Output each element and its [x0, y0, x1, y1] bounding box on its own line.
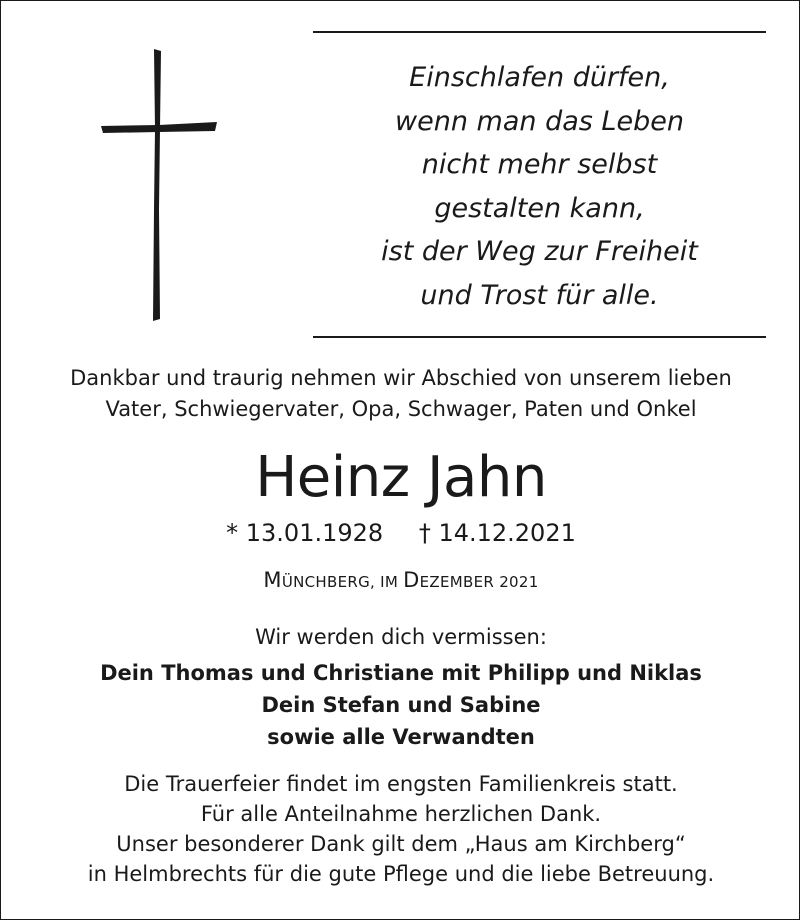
- death-date: † 14.12.2021: [418, 519, 576, 547]
- place-separator: , IM: [370, 573, 404, 591]
- month-initial: D: [403, 568, 420, 592]
- poem: [313, 56, 766, 317]
- poem-line: ist der Weg zur Freiheit: [381, 236, 698, 267]
- birth-date: * 13.01.1928: [226, 519, 384, 547]
- poem-rule-bottom: [313, 336, 766, 338]
- poem-line: nicht mehr selbst: [421, 149, 658, 180]
- note-line: Unser besonderer Dank gilt dem „Haus am Kirchberg“: [116, 832, 686, 856]
- place-rest: ÜNCHBERG: [281, 573, 370, 591]
- place-initial: M: [263, 568, 282, 592]
- poem-line: und Trost für alle.: [420, 279, 659, 311]
- poem-line: wenn man das Leben: [395, 105, 684, 137]
- intro-line: Dankbar und traurig nehmen wir Abschied von unserem lieben: [70, 366, 732, 390]
- subheading: Wir werden dich vermissen:: [255, 625, 547, 649]
- note-line: Für alle Anteilnahme herzlichen Dank.: [200, 802, 602, 826]
- mourner-line: sowie alle Verwandten: [267, 725, 535, 749]
- poem-line: gestalten kann,: [434, 192, 645, 224]
- month-rest: EZEMBER: [419, 573, 495, 591]
- life-dates: [1, 517, 800, 549]
- intro-line: Vater, Schwiegervater, Opa, Schwager, Paten und Onkel: [105, 397, 697, 421]
- mourner-line: Dein Thomas und Christiane mit Philipp und Niklas: [100, 661, 702, 685]
- cross-icon: [99, 49, 219, 321]
- note-line: Die Trauerfeier findet im engsten Familienkreis statt.: [124, 772, 678, 796]
- mourners: [1, 657, 800, 753]
- poem-line: Einschlafen dürfen,: [409, 62, 670, 93]
- mourner-line: Dein Stefan und Sabine: [261, 693, 541, 717]
- poem-rule-top: [313, 31, 766, 33]
- closing-notes: [1, 769, 800, 889]
- place-and-date: [1, 567, 800, 595]
- year: 2021: [494, 573, 539, 591]
- note-line: in Helmbrechts für die gute Pflege und die liebe Betreuung.: [87, 862, 715, 886]
- deceased-name: Heinz Jahn: [255, 445, 547, 510]
- intro-text: [1, 363, 800, 425]
